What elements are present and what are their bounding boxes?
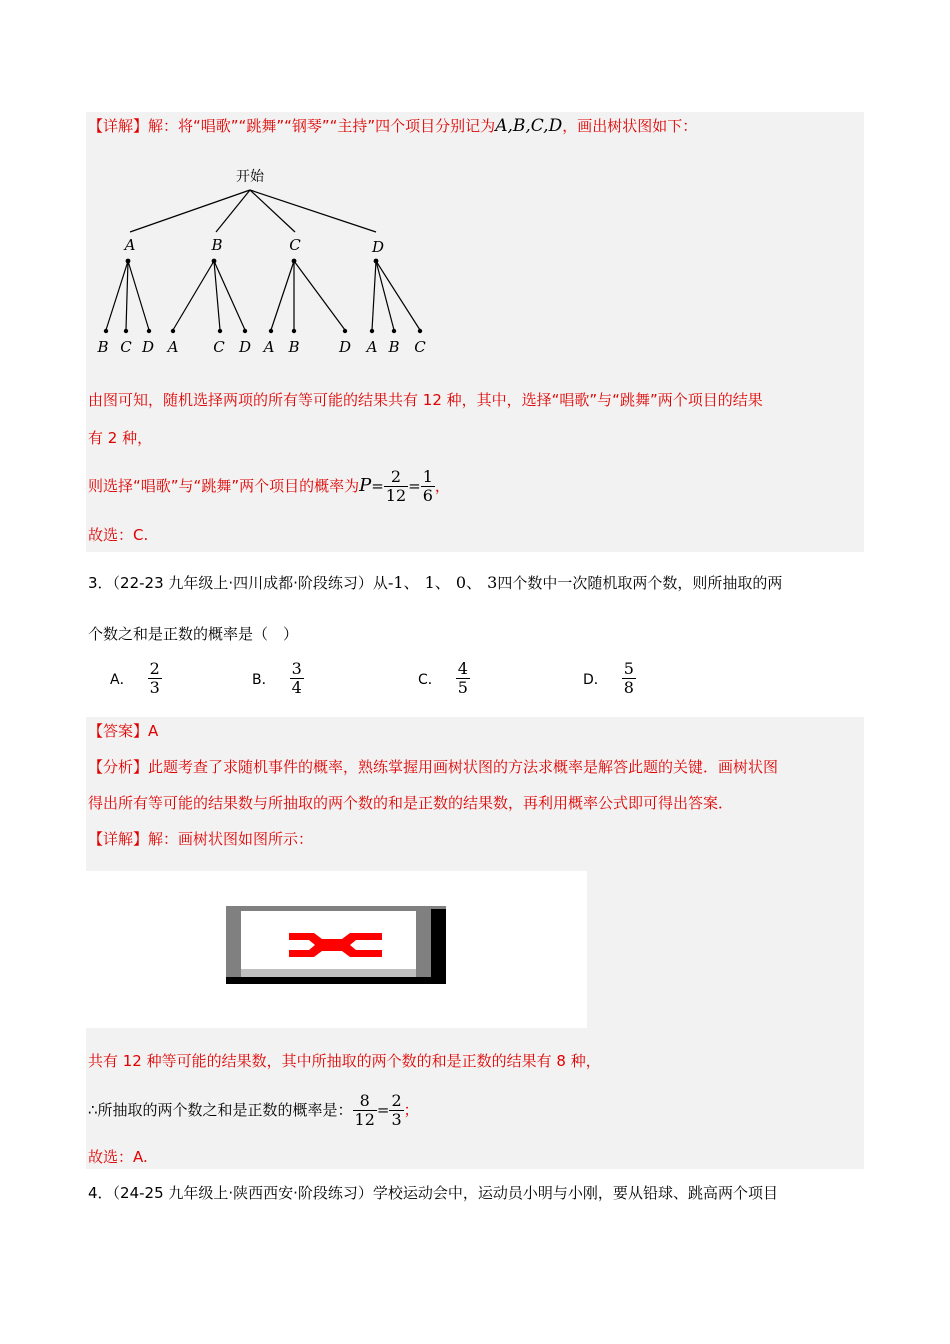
option-b[interactable]: B． $\frac{3}{4}$ xyxy=(252,659,302,697)
conclusion-line-1b: 有 2 种， xyxy=(88,429,153,447)
detail-vars: A,B,C,D xyxy=(495,116,563,136)
detail-line-1 xyxy=(88,116,697,136)
fraction-2-12: $\frac{2}{12}$ xyxy=(385,467,407,505)
question-3-line-2: 个数之和是正数的概率是（ ） xyxy=(88,625,299,643)
tree-leaf: D xyxy=(238,338,252,356)
tree-leaf: B xyxy=(288,338,300,356)
fraction-2-3: $\frac{2}{3}$ xyxy=(391,1091,402,1129)
tree-leaf: B xyxy=(97,338,109,356)
fraction-8-12: $\frac{8}{12}$ xyxy=(354,1091,375,1129)
tree-leaf: C xyxy=(414,338,426,356)
tree-leaf: C xyxy=(120,338,132,356)
detail-tail: ，画出树状图如下： xyxy=(562,117,698,135)
answer-line-2: 故选：A. xyxy=(88,1148,148,1166)
option-d-fraction: $\frac{5}{8}$ xyxy=(623,659,634,697)
conclusion-line-1: 由图可知，随机选择两项的所有等可能的结果共有 12 种，其中，选择“唱歌”与“跳舞”两个项目的结果 xyxy=(88,391,763,409)
tree-leaf: D xyxy=(338,338,352,356)
result-line: 共有 12 种等可能的结果数，其中所抽取的两个数的和是正数的结果有 8 种， xyxy=(88,1052,601,1070)
question-4-line-1: 4．（24-25 九年级上·陕西西安·阶段练习）学校运动会中，运动员小明与小刚，要从铅球、跳高两个项目 xyxy=(88,1184,778,1202)
option-a-fraction: $\frac{2}{3}$ xyxy=(149,659,160,697)
tree-leaf: A xyxy=(366,338,378,356)
tree-level1-d: D xyxy=(371,238,385,256)
option-c-fraction: $\frac{4}{5}$ xyxy=(457,659,468,697)
detail-line-2: 【详解】解：画树状图如图所示： xyxy=(88,830,314,848)
detail-tag: 【详解】 xyxy=(88,117,149,135)
broken-image-icon xyxy=(86,871,587,1028)
tree-diagram-image xyxy=(86,871,587,1028)
answer-line-1: 故选：C. xyxy=(88,526,149,544)
tree-leaf: A xyxy=(263,338,275,356)
question-3-numbers: -1、 1、 0、 3 xyxy=(387,573,498,592)
option-b-fraction: $\frac{3}{4}$ xyxy=(291,659,302,697)
tree-edges xyxy=(106,190,420,330)
analysis-line-2: 得出所有等可能的结果数与所抽取的两个数的和是正数的结果数，再利用概率公式即可得出答案． xyxy=(88,794,734,812)
tree-leaf: D xyxy=(141,338,155,356)
analysis-line-1: 【分析】此题考查了求随机事件的概率，熟练掌握用画树状图的方法求概率是解答此题的关键．画树状图 xyxy=(88,758,779,776)
tree-level1-c: C xyxy=(289,236,301,254)
tree-leaf: B xyxy=(388,338,400,356)
detail-text: 解：将“唱歌”“跳舞”“钢琴”“主持”四个项目分别记为 xyxy=(148,117,496,135)
p-symbol: P xyxy=(359,475,372,496)
answer-tag-line: 【答案】A xyxy=(88,722,159,740)
option-c[interactable]: C． $\frac{4}{5}$ xyxy=(418,659,468,697)
tree-root-label: 开始 xyxy=(236,169,264,185)
probability-line: 则选择“唱歌”与“跳舞”两个项目的概率为P= $\frac{2}{12}$ = $\frac{1}{6}$ ， xyxy=(88,467,450,505)
probability-line-2: ∴所抽取的两个数之和是正数的概率是： $\frac{8}{12}$ = $\frac{2}{3}$ ； xyxy=(88,1091,419,1129)
fraction-1-6: $\frac{1}{6}$ xyxy=(422,467,433,505)
tree-level1-b: B xyxy=(211,236,223,254)
question-3-line-1: 3．（22-23 九年级上·四川成都·阶段练习）从-1、 1、 0、 3四个数中一次随机取两个数，则所抽取的两 xyxy=(88,573,783,592)
option-a[interactable]: A． $\frac{2}{3}$ xyxy=(110,659,160,697)
tree-diagram xyxy=(88,160,448,360)
tree-leaf: C xyxy=(213,338,225,356)
option-d[interactable]: D． $\frac{5}{8}$ xyxy=(583,659,634,697)
tree-leaf: A xyxy=(167,338,179,356)
tree-level1-a: A xyxy=(124,236,136,254)
